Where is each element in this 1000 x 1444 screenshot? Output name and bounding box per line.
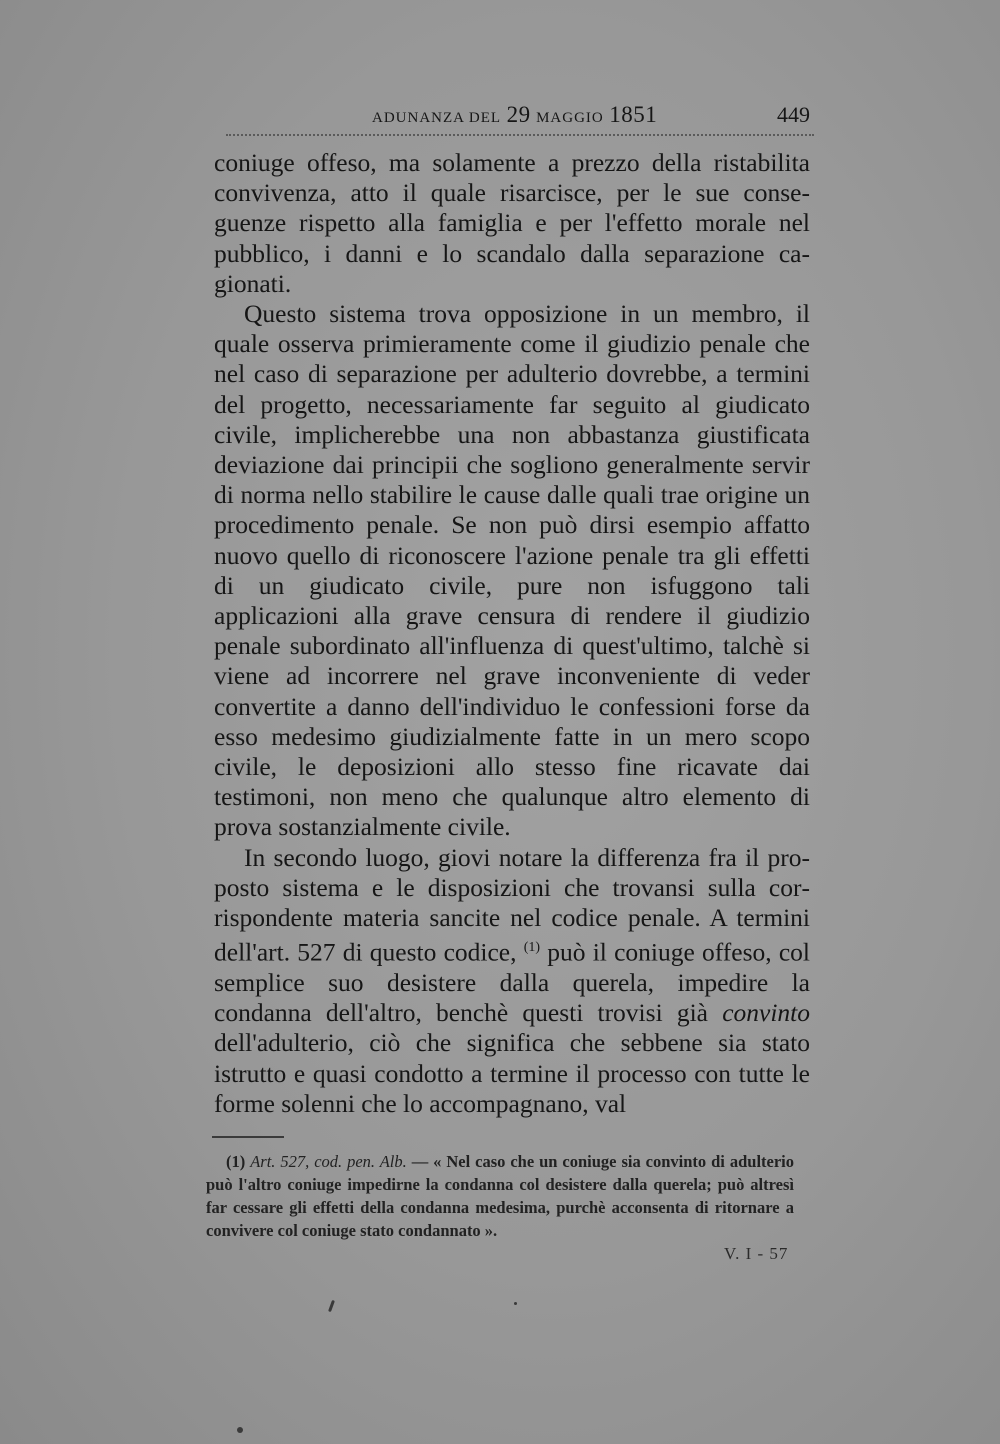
footnote bbox=[206, 1150, 794, 1242]
running-title-day: 29 bbox=[506, 102, 531, 127]
footnote-citation: Art. 527, cod. pen. Alb. bbox=[250, 1152, 407, 1171]
signature-mark: V. I - 57 bbox=[724, 1244, 789, 1263]
running-head bbox=[224, 100, 812, 134]
paragraph-text: può il coniuge offeso, col semplice suo desistere dalla querela, impedire la condanna dell'altro, benchè questi trovisi già bbox=[214, 937, 811, 1028]
paragraph: Questo sistema trova opposizione in un membro, il quale osserva primieramente come il giudizio penale che nel caso di separazione per adulterio dovrebbe, a termini del progetto, necessariamente far seguito al giudicato civile, implicherebbe una non abbastanza giustificata deviazione dai principii che sogliono generalmente servir di norma nello stabilire le cause dalle quali trae origine un procedimento penale. Se non può dirsi esempio affatto nuovo quello di riconoscere l'azione penale tra gli effetti di un giudicato civile, pure non isfuggono tali applicazioni alla grave censura di rendere il giudizio penale subordinato all'influenza di quest'ultimo, talchè si viene ad incorrere nel grave inconveniente di veder convertite a danno dell'individuo le confessioni forse da esso medesimo giudizialmente fatte in un mero scopo civile, le deposizioni allo stesso fine ricavate dai testimoni, non meno che qualunque altro elemento di prova sostanzialmente civile. bbox=[214, 299, 810, 842]
header-rule bbox=[226, 134, 814, 136]
ink-speck bbox=[237, 1427, 243, 1433]
paragraph-text: dell'adulterio, ciò che significa che sebbene sia stato istrutto e quasi condotto a termine il processo con tutte le forme solenni che lo accompagnano, val bbox=[214, 1028, 810, 1118]
paragraph bbox=[214, 843, 810, 1119]
footnote-paragraph bbox=[206, 1150, 794, 1242]
body-text bbox=[214, 148, 810, 1119]
running-title bbox=[372, 102, 657, 128]
running-title-year: 1851 bbox=[609, 102, 658, 127]
footnote-marker: (1) bbox=[226, 1152, 246, 1171]
running-title-prefix: ADUNANZA DEL bbox=[372, 110, 502, 126]
paragraph-text: In secondo luogo, giovi notare la differenza fra il proposto sistema e le disposizioni che trovansi sulla corrispondente materia sancite nel codice penale. A termini dell'art. 527 di questo codice, bbox=[214, 842, 810, 967]
footnote-rule bbox=[212, 1136, 284, 1138]
italic-term: convinto bbox=[722, 998, 810, 1028]
page-number: 449 bbox=[777, 102, 810, 127]
footnote-text: — « Nel caso che un coniuge sia convinto di adulterio può l'altro coniuge impedirne la condanna col desistere dalla querela; può altresì far cessare gli effetti della condanna medesima, purchè acconsenta di ritornare a convivere col coniuge stato condannato ». bbox=[206, 1152, 794, 1240]
ink-speck bbox=[328, 1300, 335, 1312]
ink-speck bbox=[514, 1302, 517, 1305]
footnote-reference: (1) bbox=[523, 940, 541, 956]
paragraph: coniuge offeso, ma solamente a prezzo della ristabilita convivenza, atto il quale risarcisce, per le sue conseguenze rispetto alla famiglia e per l'effetto morale nel pubblico, i danni e lo scandalo dalla separazione cagionati. bbox=[214, 148, 810, 298]
running-title-month: MAGGIO bbox=[536, 110, 604, 126]
